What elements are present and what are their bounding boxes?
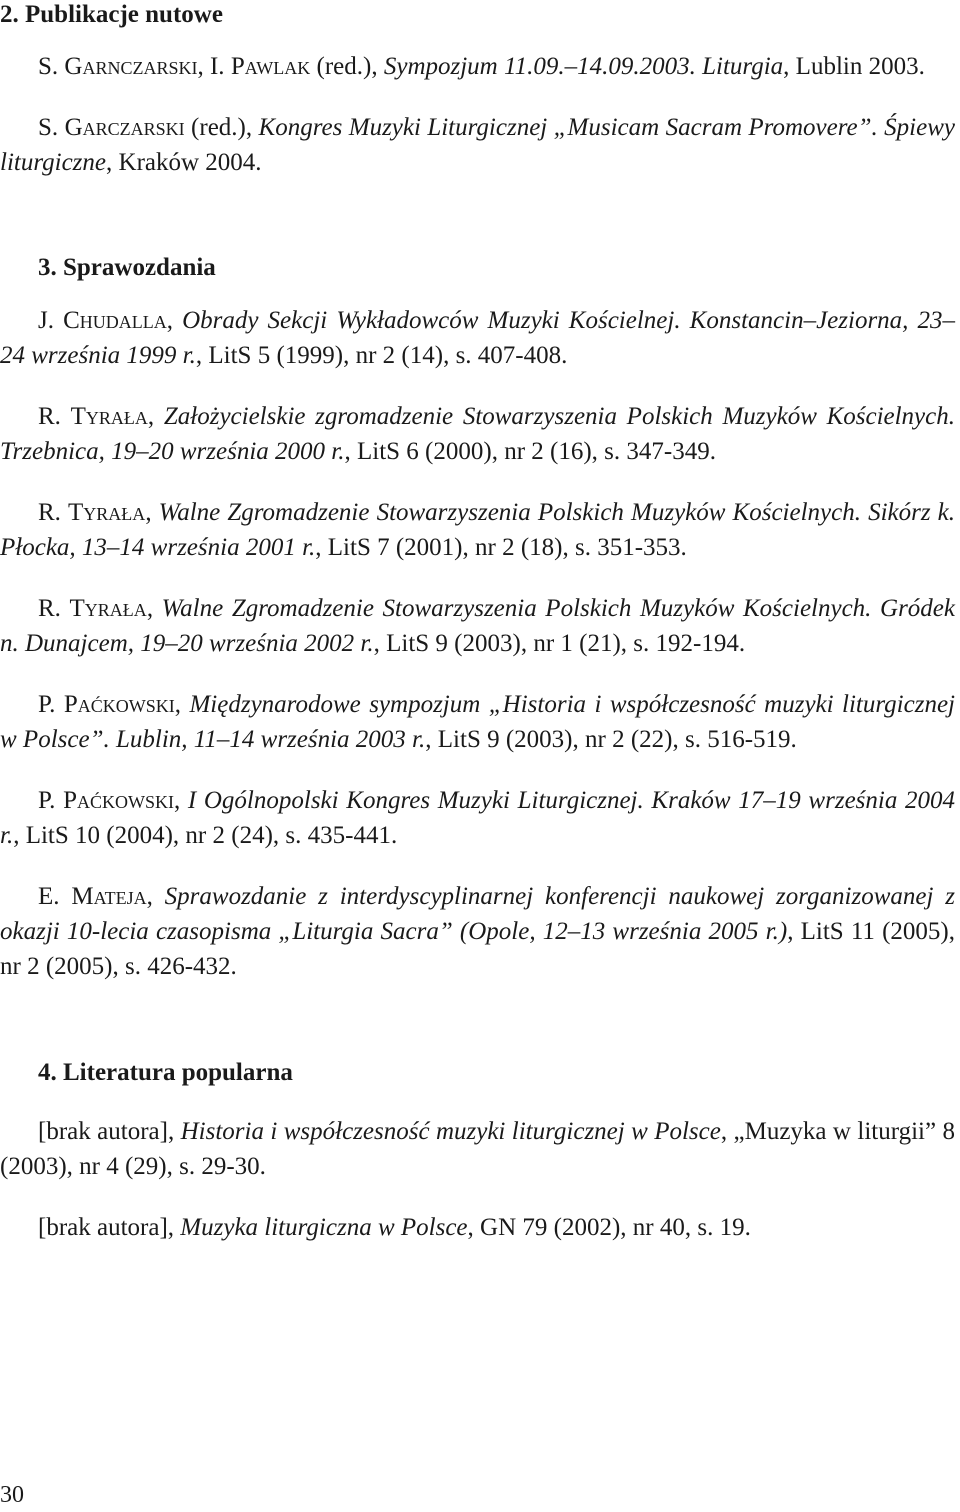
section-heading-sprawozdania: 3. Sprawozdania <box>38 254 216 281</box>
entry-separator: , <box>147 403 164 430</box>
author-surname: Garczarski <box>64 114 185 141</box>
bibliography-entry <box>0 1114 955 1184</box>
bibliography-entry <box>0 591 955 661</box>
bibliography-entry <box>0 879 955 984</box>
entry-details: , LitS 9 (2003), nr 1 (21), s. 192-194. <box>373 630 746 657</box>
entry-title: Walne Zgromadzenie Stowarzyszenia Polskich Muzyków Kościelnych. Gródek n. Dunajcem, 19–20 września 2002 r. <box>0 595 955 657</box>
entry-title: Walne Zgromadzenie Stowarzyszenia Polskich Muzyków Kościelnych. Sikórz k. Płocka, 13–14 września 2001 r. <box>0 499 956 561</box>
entry-separator: , <box>145 499 159 526</box>
section-heading-literatura-popularna: 4. Literatura popularna <box>38 1059 293 1086</box>
entry-title: I Ogólnopolski Kongres Muzyki Liturgicznej. Kraków 17–19 września 2004 r. <box>0 787 956 849</box>
author-initial: R. <box>38 595 70 622</box>
author-surname: Chudalla <box>63 307 167 334</box>
bibliography-entry <box>0 399 955 469</box>
bibliography-entry <box>0 687 955 757</box>
missing-author: [brak autora], <box>38 1214 181 1241</box>
author-surname: Paćkowski <box>63 787 174 814</box>
editor-note: (red.), <box>310 53 384 80</box>
bibliography-entry <box>0 303 955 373</box>
author-separator: , I. <box>197 53 231 80</box>
entry-title: Międzynarodowe sympozjum „Historia i współczesność muzyki liturgicznej w Polsce”. Lublin, 11–14 września 2003 r. <box>0 691 955 753</box>
entry-separator: , <box>146 883 165 910</box>
entry-details: , Kraków 2004. <box>106 149 262 176</box>
entry-separator: , <box>146 595 162 622</box>
entry-details: , LitS 7 (2001), nr 2 (18), s. 351-353. <box>315 534 687 561</box>
entry-details: , „Muzyka w liturgii” 8 (2003), nr 4 (29), s. 29-30. <box>0 1118 955 1180</box>
entry-separator: , <box>173 787 188 814</box>
author-initial: S. <box>38 53 65 80</box>
entry-details: , GN 79 (2002), nr 40, s. 19. <box>467 1214 751 1241</box>
author-initial: R. <box>38 403 71 430</box>
bibliography-entry <box>0 783 955 853</box>
section-heading-publikacje-nutowe: 2. Publikacje nutowe <box>0 1 223 28</box>
bibliography-entry <box>0 49 955 84</box>
entry-details: , LitS 9 (2003), nr 2 (22), s. 516-519. <box>425 726 797 753</box>
author-initial: P. <box>38 787 64 814</box>
author-surname: Mateja <box>71 883 147 910</box>
entry-title: Muzyka liturgiczna w Polsce <box>180 1214 468 1241</box>
author-surname: Tyrała <box>70 403 148 430</box>
author-initial: R. <box>38 499 69 526</box>
entry-separator: , <box>174 691 190 718</box>
entry-separator: , <box>166 307 183 334</box>
missing-author: [brak autora], <box>38 1118 181 1145</box>
entry-title: Historia i współczesność muzyki liturgicznej w Polsce <box>180 1118 721 1145</box>
entry-details: , LitS 5 (1999), nr 2 (14), s. 407-408. <box>195 342 568 369</box>
entry-title: Kongres Muzyki Liturgicznej „Musicam Sacram Promovere”. Śpiewy liturgiczne <box>0 114 955 176</box>
entry-title: Założycielskie zgromadzenie Stowarzyszenia Polskich Muzyków Kościelnych. Trzebnica, 19–20 września 2000 r. <box>0 403 955 465</box>
author-surname: Paćkowski <box>63 691 175 718</box>
entry-details: , LitS 10 (2004), nr 2 (24), s. 435-441. <box>13 822 398 849</box>
author-initial: J. <box>38 307 64 334</box>
author-initial: E. <box>38 883 72 910</box>
author-surname: Tyrała <box>68 499 146 526</box>
author-initial: S. <box>38 114 65 141</box>
editor-note: (red.), <box>184 114 259 141</box>
entry-title: Sympozjum 11.09.–14.09.2003. Liturgia <box>383 53 784 80</box>
author-surname: Tyrała <box>69 595 147 622</box>
author-surname: Garnczarski <box>64 53 198 80</box>
bibliography-entry <box>0 110 955 180</box>
author-surname: Pawlak <box>230 53 311 80</box>
bibliography-entry <box>0 1210 955 1245</box>
entry-title: Obrady Sekcji Wykładowców Muzyki Kościelnej. Konstancin–Jeziorna, 23–24 września 1999 r. <box>0 307 956 369</box>
bibliography-entry <box>0 495 955 565</box>
entry-title: Sprawozdanie z interdyscyplinarnej konferencji naukowej zorganizowanej z okazji 10-lecia czasopisma „Liturgia Sacra” (Opole, 12–13 września 2005 r.) <box>0 883 955 945</box>
entry-details: , LitS 11 (2005), nr 2 (2005), s. 426-432. <box>0 918 955 980</box>
entry-details: , LitS 6 (2000), nr 2 (16), s. 347-349. <box>344 438 716 465</box>
page-number: 30 <box>0 1482 24 1508</box>
author-initial: P. <box>38 691 64 718</box>
entry-details: , Lublin 2003. <box>783 53 925 80</box>
